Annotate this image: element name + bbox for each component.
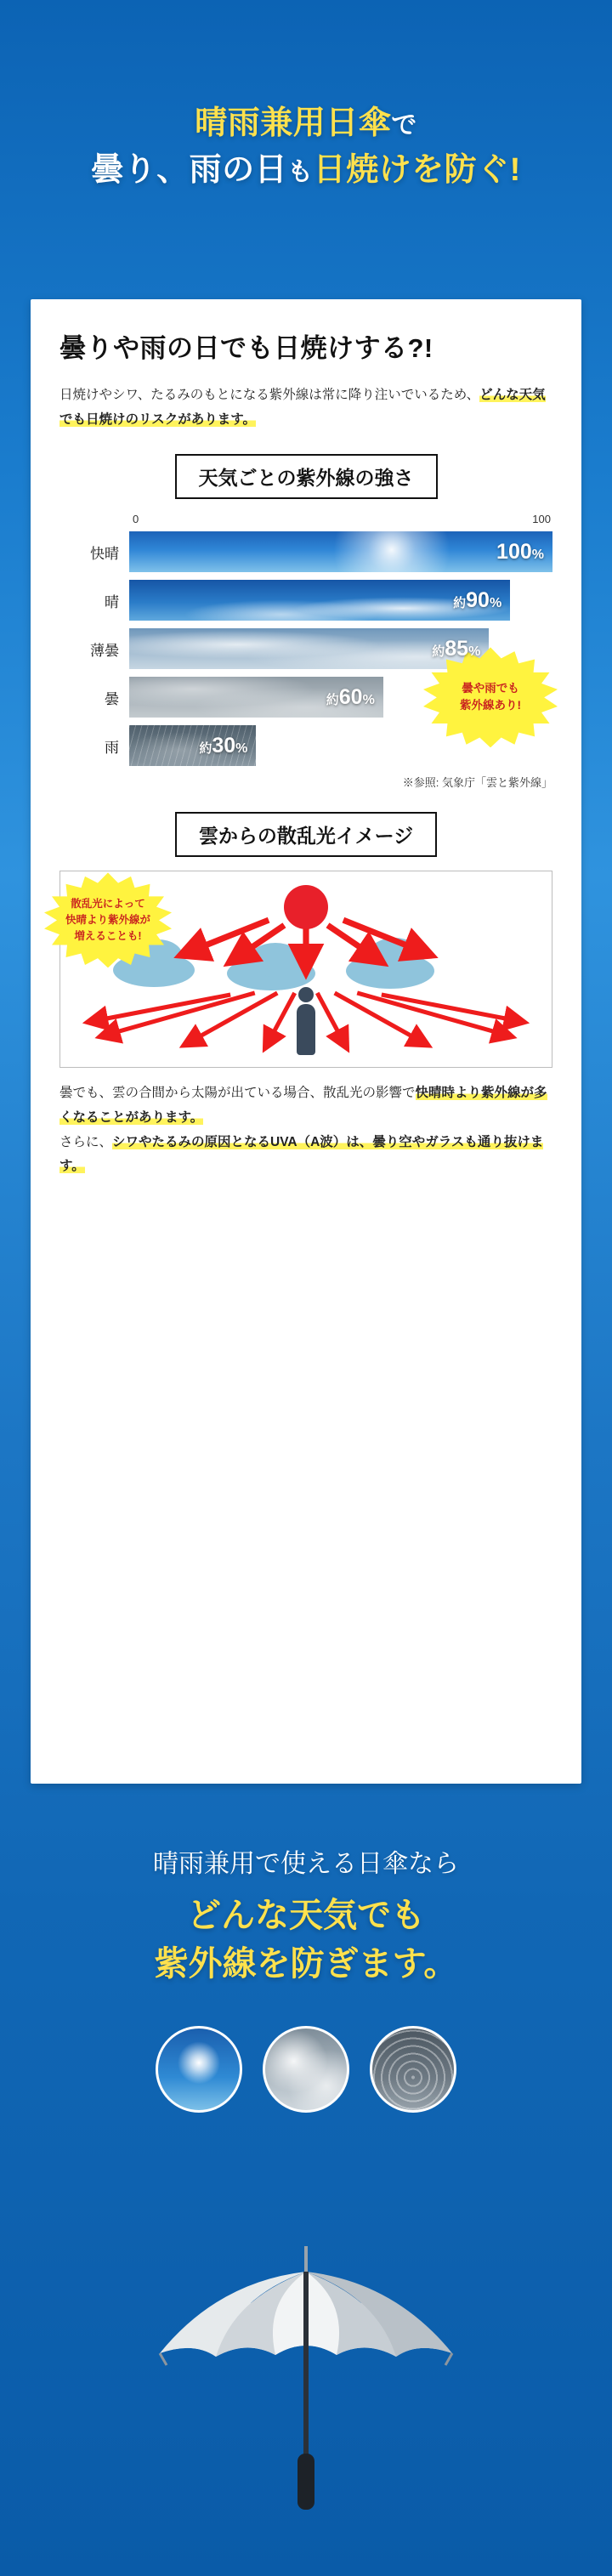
bar-label-ame: 雨 <box>105 739 119 756</box>
uv-bar-chart <box>60 531 552 766</box>
sunny-sky-thumbnail <box>156 2026 242 2113</box>
bar-track <box>129 531 552 572</box>
diagram-heading: 雲からの散乱光イメージ <box>175 812 437 857</box>
bar-value-usugumo: 約85% <box>432 636 481 661</box>
lower-section <box>0 1784 612 2113</box>
rainy-sky-thumbnail <box>370 2026 456 2113</box>
card-lead-highlight: どんな天気でも日焼けのリスクがあります。 <box>60 388 546 427</box>
product-umbrella-image <box>153 2241 459 2522</box>
bar-label-kaisei: 快晴 <box>90 545 119 562</box>
note-part-2: で <box>402 1086 416 1101</box>
bar-fill-hare <box>129 580 510 621</box>
lower-subheadline: 晴雨兼用で使える日傘なら <box>153 1850 459 1878</box>
hero-line-1-keyword: 晴雨兼用日傘 <box>195 105 392 141</box>
hero-line-2-part-c: 日焼けを防ぐ! <box>313 152 521 189</box>
card-lead-part-1: 日焼けやシワ、たるみのもとになる紫外線は常に降り注いでいるため、 <box>60 388 480 402</box>
person-icon <box>297 1004 315 1055</box>
cloudy-sky-thumbnail <box>263 2026 349 2113</box>
bar-value-kaisei: 100% <box>496 539 544 564</box>
burst-text-line-1: 曇や雨でも <box>462 682 519 695</box>
note-highlight-1: 快晴時より紫外線が多くなることがあります。 <box>60 1086 547 1126</box>
bar-value-hare: 約90% <box>453 587 502 612</box>
hero-line-2-part-a: 曇り、雨の日 <box>91 152 288 189</box>
burst-text <box>460 680 521 715</box>
hero-line-1 <box>0 100 612 147</box>
lower-headline-line-1: どんな天気でも <box>187 1897 425 1934</box>
burst-text-line-2: 紫外線あり! <box>460 699 521 712</box>
hero-line-2-part-b: も <box>287 158 314 187</box>
chart-scale-max: 100 <box>532 513 551 526</box>
note-part-1: 曇でも、雲の合間から太陽が出ている場合、散乱光の影響 <box>60 1086 403 1101</box>
diagram-burst-line-3: 増えることも! <box>74 929 142 942</box>
bar-fill-kumori <box>129 677 383 718</box>
chart-heading: 天気ごとの紫外線の強さ <box>175 454 438 499</box>
chart-source: ※参照: 気象庁「雲と紫外線」 <box>402 776 552 790</box>
bar-row <box>60 531 552 572</box>
bar-fill-ame <box>129 725 256 766</box>
diagram-burst-line-2: 快晴より紫外線が <box>65 913 150 926</box>
bar-label-kumori: 曇 <box>105 690 119 707</box>
burst-text <box>65 896 150 944</box>
weather-thumbnails <box>0 2026 612 2113</box>
card-title: 曇りや雨の日でも日焼けする?! <box>60 333 434 363</box>
note-part-4: さらに、 <box>60 1134 113 1149</box>
content-card <box>31 299 581 1784</box>
chart-scale-min: 0 <box>133 513 139 526</box>
hero-headline <box>0 0 612 194</box>
bar-track <box>129 580 552 621</box>
diagram-callout-burst <box>44 872 172 967</box>
diagram-note <box>60 1081 552 1179</box>
diagram-wrapper <box>60 871 552 1068</box>
bar-row <box>60 580 552 621</box>
bar-value-kumori: 約60% <box>326 684 375 709</box>
lower-headline-line-2: 紫外線を防ぎます。 <box>154 1944 458 1983</box>
bar-label-hare: 晴 <box>105 593 119 610</box>
chart-callout-burst <box>423 647 558 747</box>
diagram-burst-line-1: 散乱光によって <box>71 898 145 911</box>
card-lead <box>60 383 552 432</box>
umbrella-illustration <box>153 2241 459 2522</box>
hero-line-2 <box>0 147 612 194</box>
note-highlight-2: シワやたるみの原因となるUVA（A波）は、曇り空やガラスも通り抜けます。 <box>60 1134 544 1174</box>
bar-value-ame: 約30% <box>199 733 248 757</box>
chart-scale <box>133 513 551 530</box>
bar-fill-kaisei <box>129 531 552 572</box>
lower-headline <box>0 1892 612 1989</box>
bar-label-usugumo: 薄曇 <box>90 642 119 659</box>
hero-line-1-suffix: で <box>391 111 417 139</box>
